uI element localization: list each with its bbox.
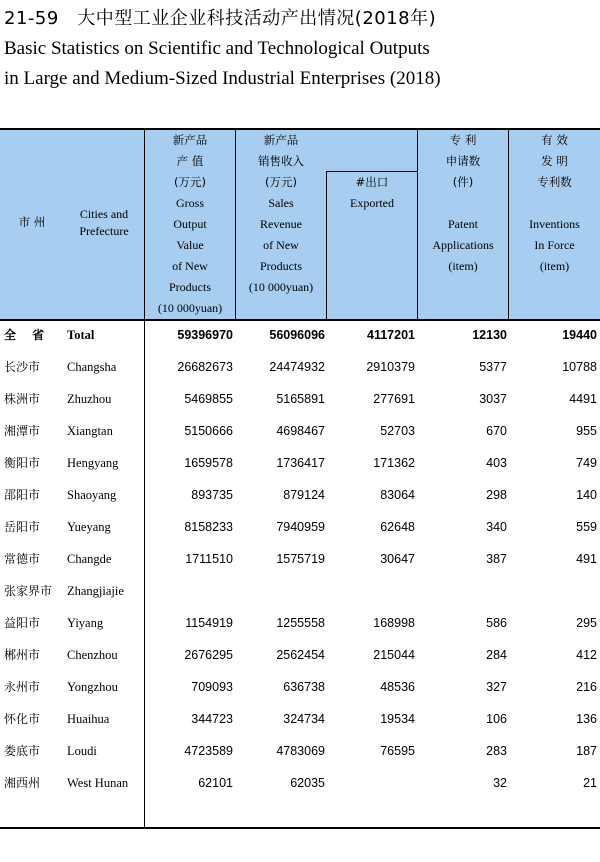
table-row: 邵阳市 Shaoyang 893735 879124 83064 298 140 [4, 488, 597, 502]
header-patent-applications: 专 利 申请数 (件) Patent Applications (item) [432, 133, 494, 273]
table-header [0, 128, 600, 321]
header-new-product-output: 新产品 产 值 (万元) Gross Output Value of New Products (10 000yuan) [157, 133, 223, 315]
table-row: 怀化市 Huaihua 344723 324734 19534 106 136 [4, 712, 597, 726]
table-row: 张家界市 Zhangjiajie [4, 584, 124, 598]
table-row: 娄底市 Loudi 4723589 4783069 76595 283 187 [4, 744, 597, 758]
table-row: 衡阳市 Hengyang 1659578 1736417 171362 403 749 [4, 456, 597, 470]
table-row: 湘西州 West Hunan 62101 62035 32 21 [4, 776, 597, 790]
header-city-cn: 市 州 [18, 215, 46, 229]
table-row: 湘潭市 Xiangtan 5150666 4698467 52703 670 955 [4, 424, 597, 438]
header-divider-exported [326, 171, 418, 172]
header-new-product-sales: 新产品 销售收入 (万元) Sales Revenue of New Products (10 000yuan) [248, 133, 314, 294]
header-exported: #出口 Exported [350, 175, 394, 210]
table-title-english-line1: Basic Statistics on Scientific and Technological Outputs [4, 38, 430, 59]
table-title-chinese: 21-59 大中型工业企业科技活动产出情况(2018年) [4, 8, 437, 29]
table-row: 常德市 Changde 1711510 1575719 30647 387 491 [4, 552, 597, 566]
table-body [0, 319, 600, 829]
table-row: 郴州市 Chenzhou 2676295 2562454 215044 284 412 [4, 648, 597, 662]
header-divider-col2 [235, 130, 236, 319]
table-title-english-line2: in Large and Medium-Sized Industrial Enterprises (2018) [4, 68, 441, 89]
table-row: 益阳市 Yiyang 1154919 1255558 168998 586 295 [4, 616, 597, 630]
table-row-total: 全 省 Total 59396970 56096096 4117201 12130 19440 [4, 328, 597, 342]
header-divider-col4 [417, 130, 418, 319]
table-row: 永州市 Yongzhou 709093 636738 48536 327 216 [4, 680, 597, 694]
table-row: 长沙市 Changsha 26682673 24474932 2910379 5377 10788 [4, 360, 597, 374]
table-row: 株洲市 Zhuzhou 5469855 5165891 277691 3037 4491 [4, 392, 597, 406]
header-divider-col5 [508, 130, 509, 319]
table-row: 岳阳市 Yueyang 8158233 7940959 62648 340 559 [4, 520, 597, 534]
header-inventions-in-force: 有 效 发 明 专利数 Inventions In Force (item) [529, 133, 580, 273]
header-divider-exported-left [326, 171, 327, 319]
header-city-en: Cities and Prefecture [79, 207, 129, 238]
